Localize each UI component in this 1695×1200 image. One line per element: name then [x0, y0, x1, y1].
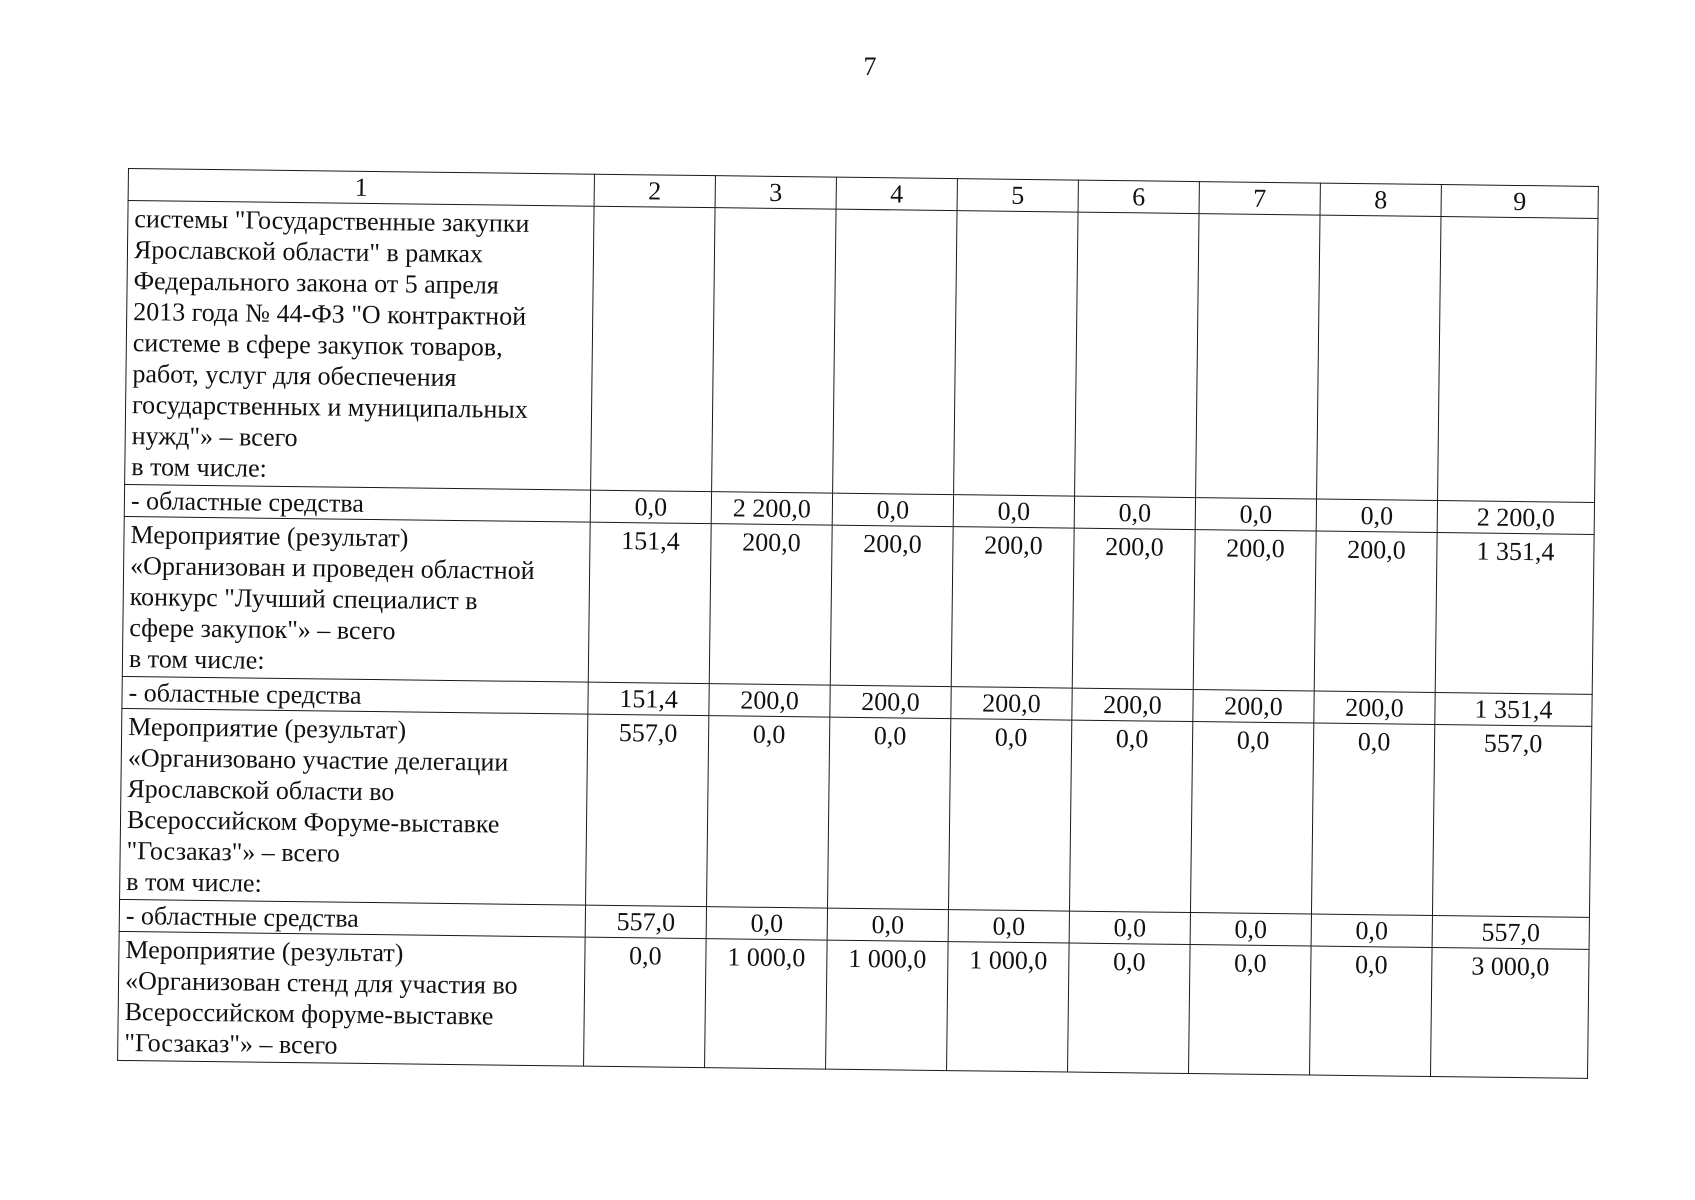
header-cell: 3	[715, 176, 836, 209]
value-cell: 0,0	[590, 490, 711, 523]
label-line: нужд"» – всего	[131, 421, 298, 453]
label-line: сфере закупок"» – всего	[129, 613, 396, 646]
value-cell: 557,0	[1432, 725, 1591, 918]
label-line: в том числе:	[126, 867, 262, 898]
page-number: 7	[863, 52, 877, 81]
value-cell: 0,0	[584, 937, 707, 1067]
header-cell: 8	[1320, 183, 1441, 216]
value-cell: 0,0	[1074, 496, 1195, 529]
value-cell: 200,0	[1193, 530, 1316, 691]
header-cell: 5	[957, 179, 1078, 212]
value-cell: 2 200,0	[711, 492, 832, 525]
value-cell: 0,0	[1190, 722, 1313, 914]
value-cell: 0,0	[948, 910, 1069, 943]
value-cell: 3 000,0	[1430, 947, 1589, 1078]
value-cell	[1317, 215, 1441, 500]
value-cell: 2 200,0	[1437, 501, 1594, 535]
value-cell	[712, 208, 836, 493]
value-cell: 200,0	[1072, 528, 1195, 689]
label-line: в том числе:	[128, 644, 265, 675]
row-label	[125, 201, 594, 491]
value-cell: 0,0	[1068, 943, 1191, 1073]
value-cell: 0,0	[1189, 945, 1312, 1075]
value-cell: 0,0	[706, 907, 827, 940]
header-cell: 7	[1199, 182, 1320, 215]
value-cell	[954, 211, 1078, 496]
row-label: - областные средства	[124, 484, 590, 522]
value-cell: 0,0	[707, 716, 830, 908]
value-cell: 200,0	[709, 524, 832, 685]
value-cell: 200,0	[951, 527, 1074, 688]
label-line: системе в сфере закупок товаров,	[132, 328, 503, 362]
table-row	[120, 708, 1592, 917]
label-line: Всероссийском Форуме-выставке	[126, 805, 500, 839]
label-line: «Организовано участие делегации	[127, 743, 509, 777]
value-cell	[1438, 217, 1598, 503]
value-cell: 0,0	[1311, 723, 1434, 915]
value-cell	[591, 206, 715, 491]
row-label: - областные средства	[122, 676, 588, 714]
value-cell: 200,0	[830, 685, 951, 718]
value-cell: 0,0	[1069, 911, 1190, 944]
value-cell: 0,0	[1069, 720, 1192, 912]
value-cell: 200,0	[709, 684, 830, 717]
value-cell	[1075, 212, 1199, 497]
label-line: государственных и муниципальных	[131, 390, 529, 424]
value-cell	[833, 209, 957, 494]
label-line: «Организован и проведен областной	[129, 551, 535, 585]
value-cell: 200,0	[1314, 531, 1437, 692]
value-cell: 1 351,4	[1435, 533, 1594, 695]
value-cell: 0,0	[953, 495, 1074, 528]
value-cell: 1 000,0	[947, 942, 1070, 1072]
value-cell: 1 000,0	[705, 939, 828, 1069]
label-line: системы "Государственные закупки	[134, 204, 530, 238]
label-line: конкурс "Лучший специалист в	[129, 582, 478, 616]
value-cell: 0,0	[1316, 499, 1437, 532]
value-cell: 0,0	[828, 717, 951, 909]
budget-table-container	[117, 168, 1598, 1079]
row-label	[120, 708, 588, 905]
value-cell: 151,4	[588, 522, 711, 683]
value-cell: 0,0	[827, 908, 948, 941]
value-cell: 200,0	[1072, 688, 1193, 721]
value-cell: 557,0	[586, 714, 709, 906]
header-cell: 1	[128, 169, 594, 207]
header-cell: 6	[1078, 180, 1199, 213]
row-label	[118, 931, 586, 1066]
label-line: «Организован стенд для участия во	[124, 966, 518, 1000]
value-cell: 0,0	[949, 719, 1072, 911]
value-cell: 1 000,0	[826, 940, 949, 1070]
label-line: работ, услуг для обеспечения	[132, 359, 457, 393]
label-line: Ярославской области во	[127, 774, 395, 807]
header-cell: 4	[836, 177, 957, 210]
label-line: 2013 года № 44-ФЗ "О контрактной	[133, 297, 527, 331]
label-line: Всероссийском форуме-выставке	[124, 997, 494, 1031]
value-cell: 200,0	[951, 687, 1072, 720]
label-line: "Госзаказ"» – всего	[126, 836, 341, 868]
row-label: - областные средства	[119, 899, 585, 937]
value-cell: 0,0	[1311, 914, 1432, 947]
value-cell: 0,0	[1195, 498, 1316, 531]
value-cell: 200,0	[1314, 691, 1435, 724]
table-row	[125, 201, 1598, 503]
row-label	[122, 516, 590, 682]
value-cell	[1196, 214, 1320, 499]
value-cell: 1 351,4	[1435, 693, 1592, 727]
label-line: Мероприятие (результат)	[127, 712, 407, 745]
label-line: Ярославской области" в рамках	[133, 235, 484, 269]
value-cell: 557,0	[1432, 915, 1589, 949]
label-line: Федерального закона от 5 апреля	[133, 266, 499, 300]
value-cell: 557,0	[585, 905, 706, 938]
label-line: "Госзаказ"» – всего	[124, 1028, 338, 1060]
label-line: в том числе:	[131, 452, 268, 483]
value-cell: 0,0	[832, 493, 953, 526]
table-row	[118, 931, 1589, 1078]
label-line: Мероприятие (результат)	[125, 935, 404, 968]
value-cell: 0,0	[1190, 913, 1311, 946]
value-cell: 200,0	[1193, 690, 1314, 723]
header-cell: 9	[1441, 185, 1598, 219]
label-line: Мероприятие (результат)	[130, 520, 409, 553]
budget-table	[117, 168, 1599, 1079]
value-cell: 0,0	[1310, 946, 1433, 1076]
table-row	[122, 516, 1594, 694]
value-cell: 151,4	[588, 682, 709, 715]
value-cell: 200,0	[830, 525, 953, 686]
header-cell: 2	[594, 174, 715, 207]
